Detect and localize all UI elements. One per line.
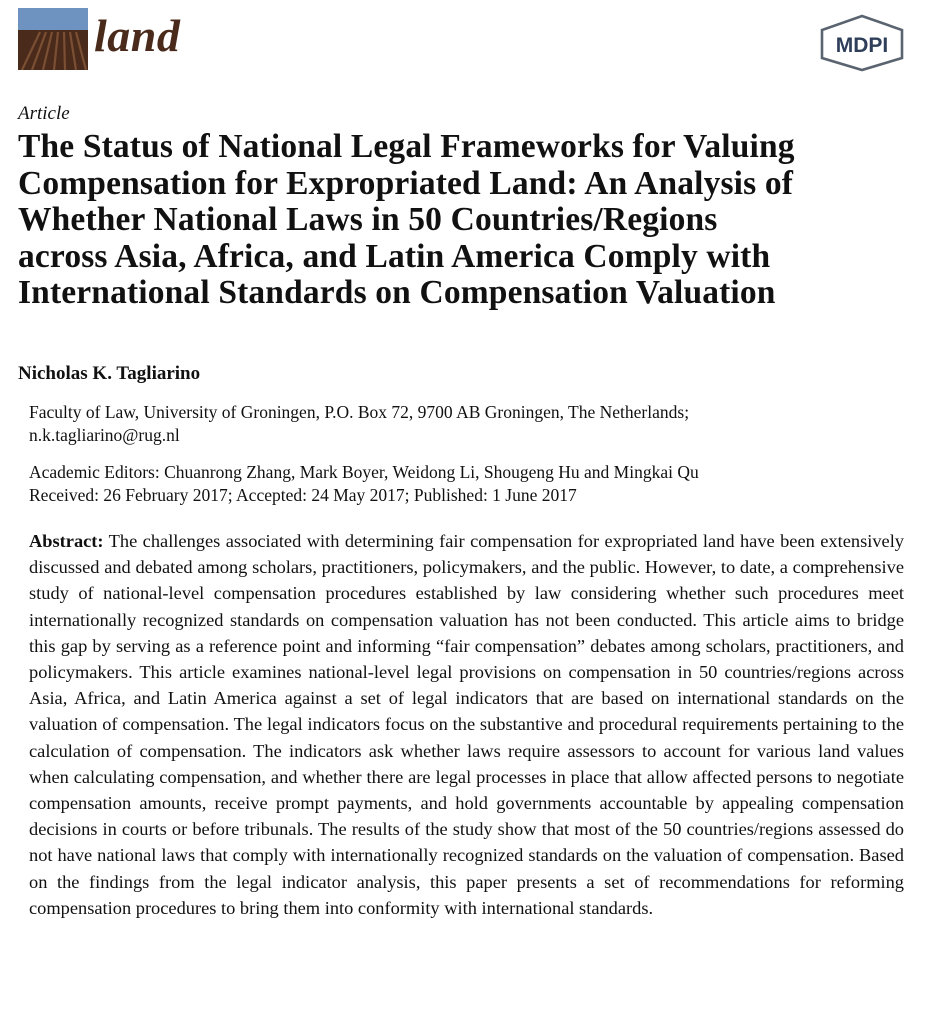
affiliation-line: Faculty of Law, University of Groningen, P.O. Box 72, 9700 AB Groningen, The Netherlands;: [29, 402, 690, 422]
journal-name: land: [94, 10, 181, 61]
article-metadata: [29, 461, 909, 507]
author-email: n.k.tagliarino@rug.nl: [29, 425, 180, 445]
publication-dates: Received: 26 February 2017; Accepted: 24 May 2017; Published: 1 June 2017: [29, 485, 577, 505]
title-line: International Standards on Compensation Valuation: [18, 274, 776, 312]
abstract-label: Abstract:: [29, 531, 104, 551]
abstract: [29, 528, 904, 921]
abstract-text: The challenges associated with determining fair compensation for expropriated land have been extensively discussed and debated among scholars, practitioners, policymakers, and the public. However, to date, a comprehensive study of national-level compensation procedures established by law considering whether such procedures meet internationally recognized standards on compensation valuation has not been conducted. This article aims to bridge this gap by serving as a reference point and informing “fair compensation” debates among scholars, practitioners, and policymakers. This article examines national-level legal provisions on compensation in 50 countries/regions across Asia, Africa, and Latin America against a set of legal indicators that are based on international standards on the valuation of compensation. The legal indicators focus on the substantive and procedural requirements pertaining to the calculation of compensation. The indicators ask whether laws require assessors to account for various land values when calculating compensation, and whether there are legal processes in place that allow affected persons to negotiate compensation amounts, receive prompt payments, and hold governments accountable by appealing compensation decisions in courts or before tribunals. The results of the study show that most of the 50 countries/regions assessed do not have national laws that comply with internationally recognized standards on the valuation of compensation. Based on the findings from the legal indicator analysis, this paper presents a set of recommendations for reforming compensation procedures to bring them into conformity with international standards.: [29, 531, 904, 918]
title-line: across Asia, Africa, and Latin America Comply with: [18, 237, 771, 275]
author-affiliation: [29, 401, 909, 447]
article-title: [18, 129, 918, 312]
title-line: The Status of National Legal Frameworks for Valuing: [18, 128, 795, 165]
journal-header: [18, 8, 910, 78]
academic-editors: Academic Editors: Chuanrong Zhang, Mark Boyer, Weidong Li, Shougeng Hu and Mingkai Qu: [29, 462, 699, 482]
title-line: Whether National Laws in 50 Countries/Regions: [18, 201, 718, 239]
article-type: Article: [18, 103, 70, 124]
land-journal-logo-icon: [18, 8, 88, 70]
mdpi-logo-icon: [816, 14, 908, 72]
title-line: Compensation for Expropriated Land: An Analysis of: [18, 164, 794, 202]
publisher-name: MDPI: [835, 34, 889, 57]
author-name: Nicholas K. Tagliarino: [18, 363, 201, 384]
